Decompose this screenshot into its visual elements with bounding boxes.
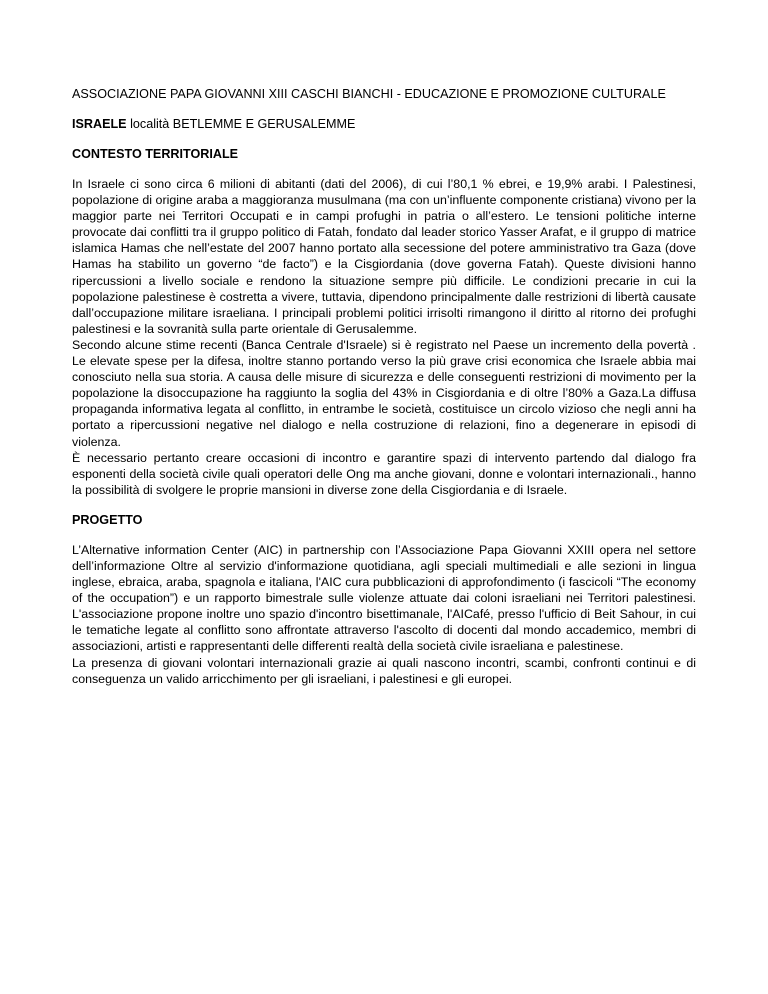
project-paragraph-2: La presenza di giovani volontari internazionali grazie ai quali nascono incontri, scambi, confronti continui e di conseguenza un valido arricchimento per gli israeliani, i palestinesi e gli europei. <box>72 655 696 686</box>
context-paragraph-3: È necessario pertanto creare occasioni di incontro e garantire spazi di intervento partendo dal dialogo fra esponenti della società civile quali operatori delle Ong ma anche giovani, donne e volontari internazionali., hanno la possibilità di svolgere le proprie mansioni in diverse zone della Cisgiordania e di Israele. <box>72 450 696 497</box>
section-heading-project: PROGETTO <box>72 512 143 527</box>
document-header: ASSOCIAZIONE PAPA GIOVANNI XIII CASCHI BIANCHI - EDUCAZIONE E PROMOZIONE CULTURALE <box>72 87 666 101</box>
section-context <box>72 146 696 498</box>
context-paragraph-1: In Israele ci sono circa 6 milioni di abitanti (dati del 2006), di cui l’80,1 % ebrei, e 19,9% arabi. I Palestinesi, popolazione di origine araba a maggioranza musulmana (ma con un’influente componente cristiana) vivono per la maggior parte nei Territori Occupati e in campi profughi in patria o all’estero. Le tensioni politiche interne provocate dai conflitti tra il gruppo politico di Fatah, fondato dal leader storico Yasser Arafat, e il gruppo di matrice islamica Hamas che nell’estate del 2007 hanno portato alla secessione del potere amministrativo tra Gaza (dove Hamas ha stabilito un governo “de facto”) e la Cisgiordania (dove governa Fatah). Queste divisioni hanno ripercussioni a livello sociale e rendono la situazione sempre più difficile. Le condizioni precarie in cui la popolazione palestinese è costretta a vivere, tuttavia, dipendono principalmente dalle restrizioni di libertà causate dall’occupazione militare israeliana. I principali problemi politici irrisolti rimangono il diritto al ritorno dei profughi palestinesi e la sovranità sulla parte orientale di Gerusalemme. <box>72 177 696 336</box>
section-divider-space <box>72 498 696 512</box>
project-paragraph-1: L’Alternative information Center (AIC) in partnership con l’Associazione Papa Giovanni XXIII opera nel settore dell’informazione Oltre al servizio d'informazione quotidiana, agli speciali multimediali e alle sezioni in lingua inglese, ebraica, araba, spagnola e italiana, l'AIC cura pubblicazioni di approfondimento (i fascicoli “The economy of the occupation”) e un rapporto bimestrale sulle violenze attuate dai coloni israeliani nei Territori palestinesi. L'associazione propone inoltre uno spazio d'incontro bisettimanale, l'AICafé, presso l'ufficio di Beit Sahour, in cui le tematiche legate al conflitto sono affrontate attraverso l'ascolto di docenti dal mondo accademico, membri di associazioni, artisti e rappresentanti delle differenti realtà della società civile israeliana e palestinese. <box>72 542 696 654</box>
location-line <box>72 116 696 132</box>
context-paragraph-2: Secondo alcune stime recenti (Banca Centrale d'Israele) si è registrato nel Paese un incremento della povertà . Le elevate spese per la difesa, inoltre stanno portando verso la più grave crisi economica che Israele abbia mai conosciuto nella sua storia. A causa delle misure di sicurezza e delle conseguenti restrizioni di movimento per la popolazione la disoccupazione ha raggiunto la soglia del 43% in Cisgiordania e di oltre l’80% a Gaza.La diffusa propaganda informativa legata al conflitto, in entrambe le società, costituisce un circolo vizioso che negli anni ha portato a ripercussioni negative nel dialogo e nella costruzione di relazioni, fino a degenerare in episodi di violenza. <box>72 337 696 449</box>
section-project <box>72 512 696 687</box>
location-country: ISRAELE <box>72 117 127 131</box>
location-detail: località BETLEMME E GERUSALEMME <box>126 117 356 131</box>
section-heading-context: CONTESTO TERRITORIALE <box>72 147 239 161</box>
